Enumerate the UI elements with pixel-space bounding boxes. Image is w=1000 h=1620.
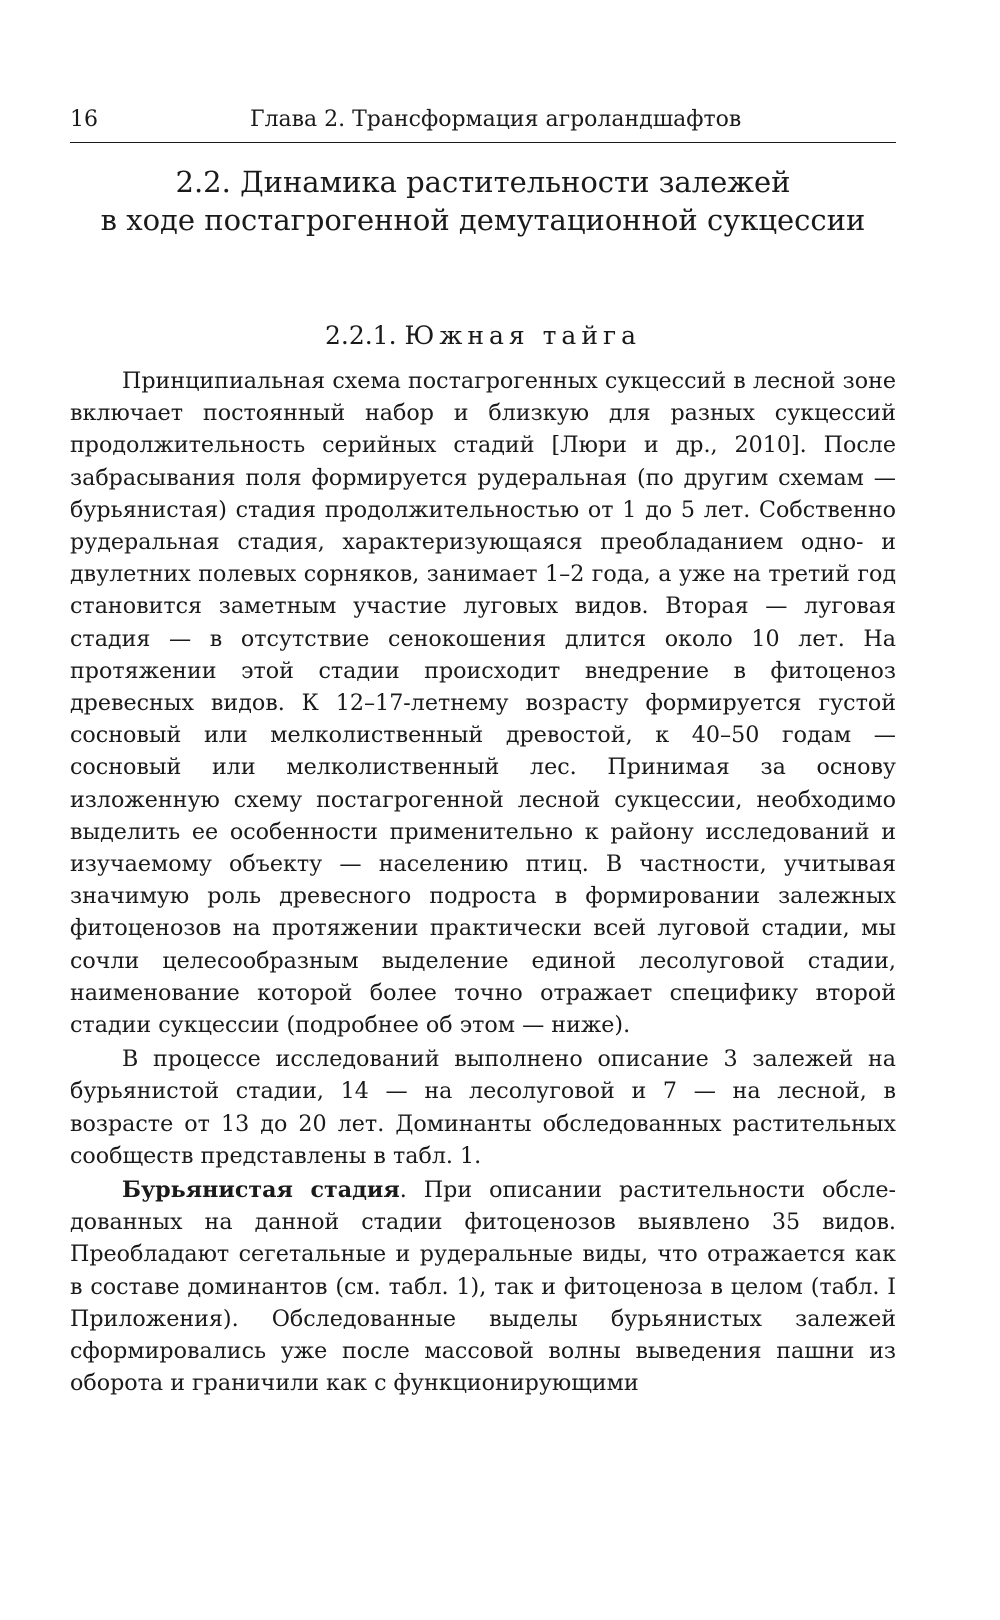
- page-number: 16: [70, 107, 98, 132]
- section-title: [70, 163, 896, 239]
- subsection-title: [70, 319, 896, 353]
- section-title-line-2: в ходе постагрогенной демутационной сукцессии: [100, 203, 866, 237]
- header-rule: [70, 142, 896, 143]
- paragraph-3-text: . При описании растительности обследованных на данной стадии фитоценозов выявлено 35 видов. Преобладают сегетальные и рудеральные виды, что отражается как в составе доминантов (см. табл. 1), так и фитоценоза в целом (табл. I Приложения). Обследованные выделы бурьянистых залежей сформировались уже после массовой волны выведения пашни из оборота и граничили как с функционирующими: [70, 1177, 896, 1397]
- chapter-title: Глава 2. Трансформация агроландшафтов: [250, 107, 742, 132]
- subsection-number: 2.2.1.: [324, 321, 397, 350]
- body-text: [70, 365, 896, 1400]
- section-title-line-1: 2.2. Динамика растительности залежей: [175, 165, 791, 199]
- paragraph-3-lead-term: Бурьянистая стадия: [122, 1177, 400, 1204]
- book-page: [70, 0, 896, 1620]
- running-head: [70, 106, 896, 142]
- paragraph-2: В процессе исследований выполнено описание 3 залежей на бурьянистой стадии, 14 — на лесолуговой и 7 — на лесной, в возрасте от 13 до 20 лет. Доминанты обследованных растительных сообществ представлены в табл. 1.: [70, 1046, 896, 1169]
- paragraph-3: [70, 1174, 896, 1399]
- subsection-name: Южная тайга: [404, 321, 642, 350]
- paragraph-1: Принципиальная схема постагрогенных сукцессий в лесной зоне включает постоянный набор и близкую для разных сукцессий продолжительность серийных стадий [Люри и др., 2010]. После забрасывания поля формируется рудеральная (по другим схемам — бурьянистая) стадия продолжительностью от 1 до 5 лет. Собственно рудеральная стадия, характеризующаяся преобладанием одно- и двулетних полевых сорняков, занимает 1–2 года, а уже на третий год становится заметным участие луговых видов. Вторая — луговая стадия — в отсутствие сенокошения длится около 10 лет. На протяжении этой стадии происходит внедрение в фитоценоз древесных видов. К 12–17-летнему возрасту формируется густой сосновый или мелколиственный древостой, к 40–50 годам — сосновый или мелколиственный лес. Принимая за основу изложенную схему постагрогенной лесной сукцессии, необходимо выделить ее особенности применительно к району исследований и изучаемому объекту — населению птиц. В частности, учитывая значимую роль древесного подроста в формировании залежных фитоценозов на протяжении практически всей луговой стадии, мы сочли целесообразным выделение единой лесолуговой стадии, наименование которой более точно отражает специфику второй стадии сукцессии (подробнее об этом — ниже).: [70, 368, 896, 1039]
